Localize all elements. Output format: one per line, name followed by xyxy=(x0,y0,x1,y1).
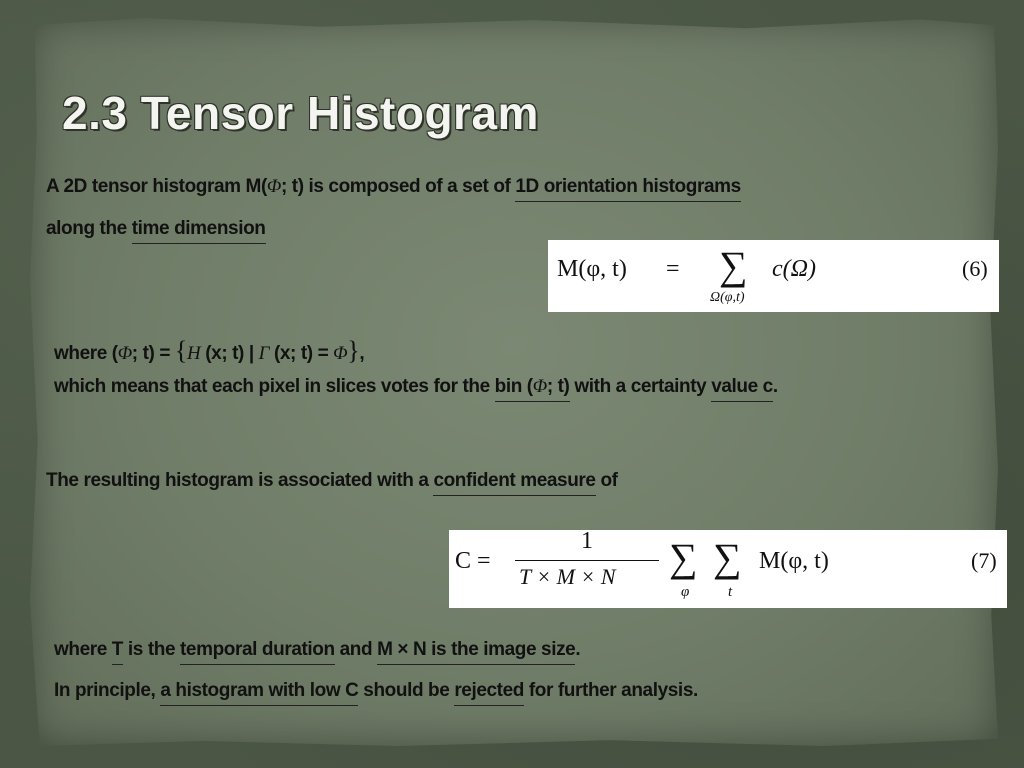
line7-prefix: In principle, xyxy=(54,680,161,701)
line3-mid3: (x; t) = xyxy=(269,343,334,364)
line6-prefix: where xyxy=(54,639,112,660)
gamma-symbol: Γ xyxy=(258,343,270,364)
eq6-sum-subscript: Ω(φ,t) xyxy=(710,290,745,305)
phi-symbol: Φ xyxy=(266,176,281,197)
eq7-denominator: T × M × N xyxy=(519,564,616,589)
eq7-sum2-subscript: t xyxy=(728,584,733,600)
line4-suffix: . xyxy=(772,376,778,397)
left-brace: { xyxy=(174,336,188,365)
line5-suffix: of xyxy=(595,470,618,491)
eq7-number: (7) xyxy=(971,548,997,573)
underlined-term-image-size: M × N is the image size xyxy=(377,639,575,665)
eq7-lhs: C = xyxy=(455,548,491,574)
underlined-term-bin xyxy=(495,376,570,402)
eq6-rhs: c(Ω) xyxy=(772,256,816,282)
text-line-2 xyxy=(46,218,266,240)
phi-symbol: Φ xyxy=(117,343,132,364)
text-line-6 xyxy=(54,639,580,661)
eq7-sum1-subscript: φ xyxy=(681,584,690,600)
text-line-7 xyxy=(54,680,698,702)
line1-prefix: A 2D tensor histogram M( xyxy=(46,176,267,197)
text-line-3 xyxy=(54,336,364,366)
underlined-term-orientation-histograms: 1D orientation histograms xyxy=(515,176,740,202)
line6-middle1: is the xyxy=(123,639,180,660)
line3-suffix: , xyxy=(359,343,365,364)
line3-prefix: where ( xyxy=(54,343,118,364)
line3-mid2: (x; t) | xyxy=(200,343,259,364)
text-line-1 xyxy=(46,176,741,198)
underlined-term-time-dimension: time dimension xyxy=(132,218,266,244)
underlined-term-temporal-duration: temporal duration xyxy=(180,639,335,665)
underlined-term-confident-measure: confident measure xyxy=(433,470,595,496)
text-line-4 xyxy=(54,376,778,398)
text-line-5 xyxy=(46,470,618,492)
h-symbol: H xyxy=(187,343,201,364)
eq7-rhs: M(φ, t) xyxy=(759,548,829,574)
eq7-numerator: 1 xyxy=(581,528,593,554)
eq7-sum2-symbol: ∑ xyxy=(713,535,742,580)
slide-title: 2.3 Tensor Histogram xyxy=(62,87,539,139)
bin-open: bin ( xyxy=(494,376,533,397)
line2-prefix: along the xyxy=(46,218,132,239)
underlined-term-t: T xyxy=(112,639,123,665)
line6-middle2: and xyxy=(334,639,378,660)
equation-7-box xyxy=(449,530,1007,608)
phi-symbol: Φ xyxy=(333,343,348,364)
equation-6-box xyxy=(548,240,999,312)
line7-middle: should be xyxy=(358,680,455,701)
line6-suffix: . xyxy=(575,639,581,660)
line1-middle: ; t) is composed of a set of xyxy=(280,176,516,197)
line4-prefix: which means that each pixel in slices votes for the xyxy=(54,376,495,397)
line5-prefix: The resulting histogram is associated with a xyxy=(46,470,434,491)
underlined-term-histogram-low-c: a histogram with low C xyxy=(160,680,358,706)
bin-close: ; t) xyxy=(546,376,570,397)
right-brace: } xyxy=(347,336,360,365)
line3-mid1: ; t) = xyxy=(131,343,175,364)
underlined-term-rejected: rejected xyxy=(454,680,524,706)
eq6-sum-symbol: ∑ xyxy=(719,243,748,288)
eq7-fraction-bar xyxy=(515,560,659,561)
underlined-term-value-c: value c xyxy=(711,376,773,402)
line4-middle: with a certainty xyxy=(569,376,712,397)
phi-symbol: Φ xyxy=(532,376,547,397)
eq6-lhs: M(φ, t) xyxy=(557,256,627,282)
line7-suffix: for further analysis. xyxy=(524,680,698,701)
eq6-equals: = xyxy=(666,256,680,282)
eq7-sum1-symbol: ∑ xyxy=(669,535,698,580)
eq6-number: (6) xyxy=(962,256,988,281)
